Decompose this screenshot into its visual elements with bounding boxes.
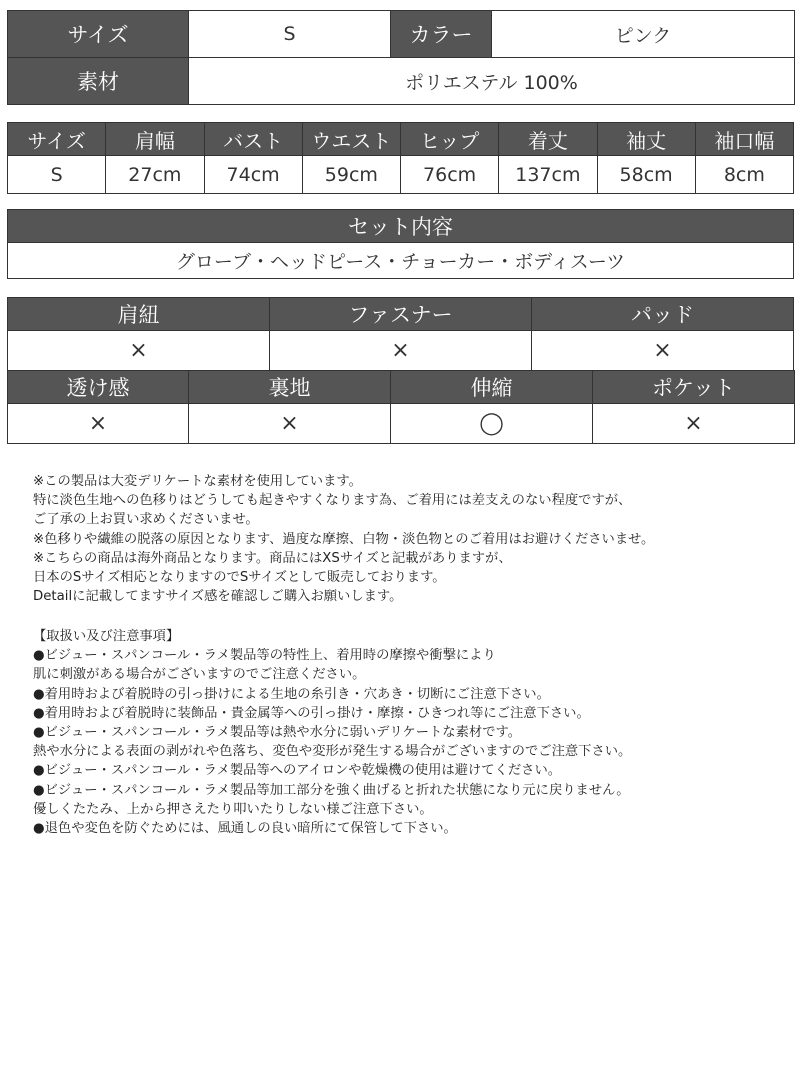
care-line: ●ビジュー・スパンコール・ラメ製品等へのアイロンや乾燥機の使用は避けてください。 [33, 763, 562, 779]
care-line: 熱や水分による表面の剥がれや色落ち、変色や変形が発生する場合がございますのでご注意下さい。 [33, 744, 632, 760]
measure-value: 76cm [401, 156, 499, 194]
feature-value: × [8, 404, 189, 444]
care-line: ●退色や変色を防ぐためには、風通しの良い暗所にて保管して下さい。 [33, 820, 457, 836]
measure-header: バスト [204, 123, 302, 156]
care-line: ●着用時および着脱時の引っ掛けによる生地の糸引き・穴あき・切断にご注意下さい。 [33, 686, 550, 702]
note-line: ※こちらの商品は海外商品となります。商品にはXSサイズと記載がありますが、 [33, 550, 512, 566]
set-contents-value: グローブ・ヘッドピース・チョーカー・ボディスーツ [8, 243, 794, 279]
features-table-1 [7, 297, 794, 371]
material-label: 素材 [8, 58, 189, 105]
feature-value: × [593, 404, 795, 444]
measure-header: ウエスト [302, 123, 400, 156]
measure-value: 27cm [106, 156, 204, 194]
product-notes [33, 472, 793, 606]
features-table-2 [7, 370, 795, 444]
feature-value: ◯ [391, 404, 593, 444]
measure-header: サイズ [8, 123, 106, 156]
measure-header: 袖口幅 [695, 123, 793, 156]
measure-header: 着丈 [499, 123, 597, 156]
measurement-table [7, 122, 794, 194]
care-line: ●ビジュー・スパンコール・ラメ製品等は熱や水分に弱いデリケートな素材です。 [33, 724, 522, 740]
care-line: 肌に刺激がある場合がございますのでご注意ください。 [33, 667, 366, 683]
feature-header: ファスナー [270, 298, 532, 331]
material-value: ポリエステル 100% [189, 58, 795, 105]
feature-value: × [532, 331, 794, 371]
measure-header: ヒップ [401, 123, 499, 156]
note-line: ※この製品は大変デリケートな素材を使用しています。 [33, 474, 362, 489]
feature-header: 透け感 [8, 371, 189, 404]
color-value: ピンク [492, 11, 795, 58]
care-line: 優しくたたみ、上から押さえたり叩いたりしない様ご注意下さい。 [33, 801, 433, 817]
measure-value: 59cm [302, 156, 400, 194]
set-contents-table [7, 209, 794, 279]
note-line: ご了承の上お買い求めくださいませ。 [33, 512, 259, 528]
care-line: ●ビジュー・スパンコール・ラメ製品等加工部分を強く曲げると折れた状態になり元に戻りません。 [33, 782, 630, 798]
care-instructions [33, 627, 793, 838]
measure-value: 58cm [597, 156, 695, 194]
feature-header: パッド [532, 298, 794, 331]
care-line: ●ビジュー・スパンコール・ラメ製品等の特性上、着用時の摩擦や衝撃により [33, 648, 496, 664]
note-line: 特に淡色生地への色移りはどうしても起きやすくなります為、ご着用には差支えのない程度ですが、 [33, 493, 632, 509]
size-value: S [189, 11, 391, 58]
care-line: 【取扱い及び注意事項】 [33, 629, 180, 644]
feature-header: ポケット [593, 371, 795, 404]
feature-header: 肩紐 [8, 298, 270, 331]
size-label: サイズ [8, 11, 189, 58]
feature-value: × [8, 331, 270, 371]
feature-value: × [270, 331, 532, 371]
color-label: カラー [391, 11, 492, 58]
feature-value: × [189, 404, 391, 444]
measure-value: S [8, 156, 106, 194]
care-line: ●着用時および着脱時に装飾品・貴金属等への引っ掛け・摩擦・ひきつれ等にご注意下さい。 [33, 705, 590, 721]
measure-header: 袖丈 [597, 123, 695, 156]
note-line: ※色移りや繊維の脱落の原因となります、過度な摩擦、白物・淡色物とのご着用はお避けくださいませ。 [33, 531, 655, 547]
feature-header: 裏地 [189, 371, 391, 404]
measure-header: 肩幅 [106, 123, 204, 156]
measure-value: 137cm [499, 156, 597, 194]
spec-table [7, 10, 795, 105]
measure-value: 8cm [695, 156, 793, 194]
set-contents-label: セット内容 [8, 210, 794, 243]
note-line: Detailに記載してますサイズ感を確認しご購入お願いします。 [33, 589, 403, 605]
feature-header: 伸縮 [391, 371, 593, 404]
measure-value: 74cm [204, 156, 302, 194]
note-line: 日本のSサイズ相応となりますのでSサイズとして販売しております。 [33, 569, 446, 585]
